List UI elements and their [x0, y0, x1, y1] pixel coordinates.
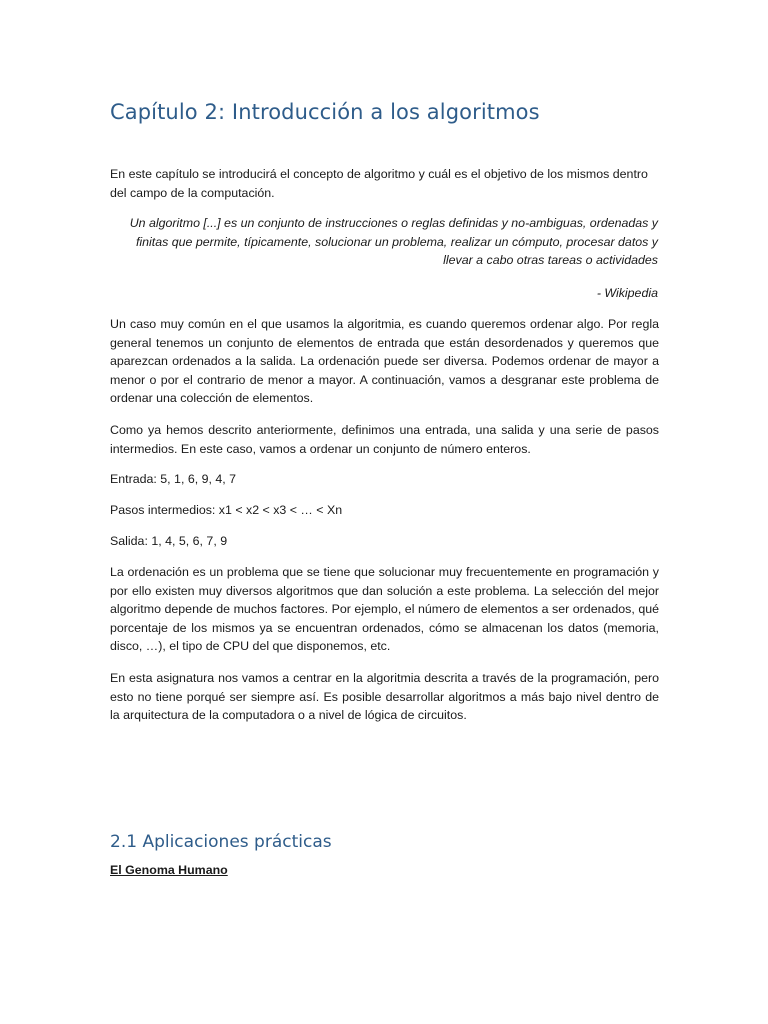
quote-source: - Wikipedia — [596, 286, 658, 300]
salida-line: Salida: 1, 4, 5, 6, 7, 9 — [110, 534, 228, 548]
entrada-line: Entrada: 5, 1, 6, 9, 4, 7 — [110, 472, 237, 486]
paragraph-input-output: Como ya hemos descrito anteriormente, definimos una entrada, una salida y una serie de pasos intermedios. En este caso, vamos a ordenar un conjunto de número enteros. — [110, 423, 659, 456]
pasos-line: Pasos intermedios: x1 < x2 < x3 < … < Xn — [110, 503, 343, 517]
subsection-heading: El Genoma Humano — [110, 863, 228, 877]
section-title: 2.1 Aplicaciones prácticas — [110, 832, 332, 852]
paragraph-sorting-problem: La ordenación es un problema que se tiene que solucionar muy frecuentemente en programación y por ello existen muy diversos algoritmos que dan solución a este problema. La selección del mejor algoritmo depende de muchos factores. Por ejemplo, el número de elementos a ser ordenados, qué porcentaje de los mismos ya se encuentran ordenados, cómo se almacenan los datos (memoria, disco, …), el tipo de CPU del que disponemos, etc. — [110, 565, 659, 654]
chapter-title: Capítulo 2: Introducción a los algoritmos — [110, 100, 540, 124]
intro-paragraph: En este capítulo se introducirá el concepto de algoritmo y cuál es el objetivo de los mismos dentro del campo de la computación. — [110, 167, 648, 200]
paragraph-course-focus: En esta asignatura nos vamos a centrar en la algoritmia descrita a través de la programación, pero esto no tiene porqué ser siempre así. Es posible desarrollar algoritmos a más bajo nivel dentro de la arquitectura de la computadora o a nivel de lógica de circuitos. — [110, 671, 659, 723]
paragraph-sorting-case: Un caso muy común en el que usamos la algoritmia, es cuando queremos ordenar algo. Por regla general tenemos un conjunto de elementos de entrada que están desordenados y queremos que aparezcan ordenados a la salida. La ordenación puede ser diversa. Podemos ordenar de mayor a menor o por el contrario de menor a mayor. A continuación, vamos a desgranar este problema de ordenar una colección de elementos. — [110, 317, 659, 406]
quote-text: Un algoritmo [...] es un conjunto de instrucciones o reglas definidas y no-ambiguas, ordenadas y finitas que permite, típicamente, solucionar un problema, realizar un cómputo, procesar datos y llevar a cabo otras tareas o actividades — [129, 216, 658, 268]
